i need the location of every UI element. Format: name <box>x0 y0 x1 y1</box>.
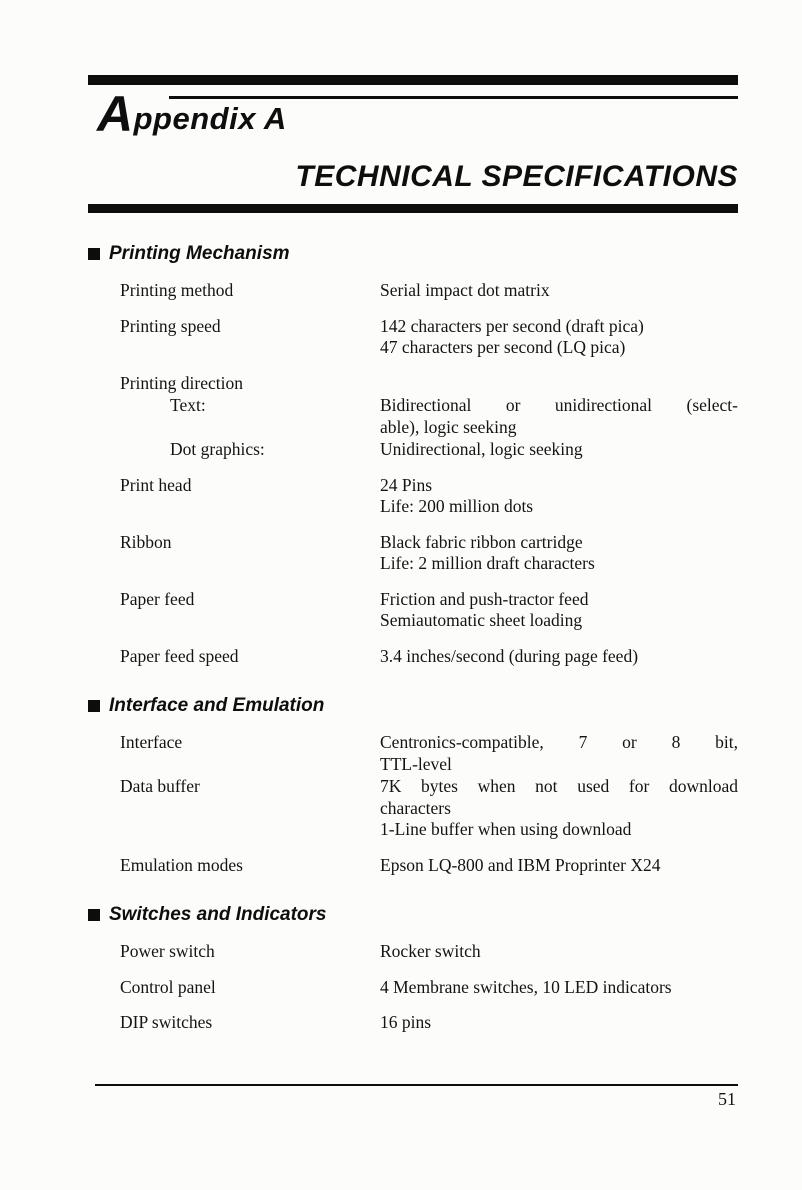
spec-row <box>88 316 738 359</box>
section-heading-label: Printing Mechanism <box>109 243 290 264</box>
spec-label: Dot graphics: <box>170 439 265 459</box>
spec-row <box>88 395 738 438</box>
spec-label: Data buffer <box>120 776 200 796</box>
footer-rule <box>95 1084 738 1086</box>
spec-label: Print head <box>120 474 192 495</box>
spec-row <box>88 646 738 668</box>
spec-value <box>380 977 738 999</box>
section-interface-emulation <box>88 695 738 876</box>
value-line: Unidirectional, logic seeking <box>380 439 583 459</box>
section-heading <box>88 695 738 717</box>
square-bullet-icon <box>88 909 100 921</box>
spec-value <box>380 532 738 575</box>
spec-value <box>380 776 738 841</box>
value-line: able), logic seeking <box>380 416 517 437</box>
spec-value <box>380 589 738 632</box>
section-heading-label: Interface and Emulation <box>109 695 325 716</box>
value-line: 3.4 inches/second (during page feed) <box>380 645 639 666</box>
square-bullet-icon <box>88 700 100 712</box>
value-line: 4 Membrane switches, 10 LED indicators <box>380 976 672 997</box>
value-line: Friction and push-tractor feed <box>380 588 589 609</box>
spec-value <box>380 373 738 395</box>
section-switches-indicators <box>88 904 738 1034</box>
spec-row <box>88 280 738 302</box>
spec-row <box>88 732 738 775</box>
title-underline <box>88 204 738 213</box>
value-line: 16 pins <box>380 1012 432 1032</box>
spec-label: DIP switches <box>120 1012 213 1032</box>
spec-value <box>380 732 738 775</box>
spec-label: Printing method <box>120 280 234 300</box>
value-line: Bidirectional or unidirectional (select- <box>380 395 738 415</box>
spec-value <box>380 316 738 359</box>
value-line: 142 characters per second (draft pica) <box>380 315 644 336</box>
spec-label: Text: <box>170 395 206 415</box>
spec-label: Power switch <box>120 941 215 961</box>
page-subtitle: TECHNICAL SPECIFICATIONS <box>295 160 738 193</box>
value-line: characters <box>380 797 451 818</box>
spec-label: Ribbon <box>120 531 172 552</box>
value-line: Life: 2 million draft characters <box>380 553 595 573</box>
spec-row <box>88 475 738 518</box>
value-line: Serial impact dot matrix <box>380 280 550 300</box>
section-heading <box>88 904 738 926</box>
spec-value <box>380 646 738 668</box>
spec-value <box>380 475 738 518</box>
spec-content <box>88 243 738 1034</box>
spec-row <box>88 941 738 963</box>
spec-label: Printing direction <box>120 372 243 393</box>
spec-value <box>380 855 738 877</box>
spec-value <box>380 439 738 461</box>
spec-label: Printing speed <box>120 315 221 336</box>
value-line: 24 Pins <box>380 474 433 495</box>
spec-value <box>380 280 738 302</box>
value-line: Centronics-compatible, 7 or 8 bit, <box>380 732 738 752</box>
value-line: 1-Line buffer when using download <box>380 819 632 839</box>
spec-row <box>88 1012 738 1034</box>
spec-row <box>88 439 738 461</box>
spec-row <box>88 977 738 999</box>
section-printing-mechanism <box>88 243 738 667</box>
value-line: Rocker switch <box>380 941 481 961</box>
spec-row <box>88 589 738 632</box>
spec-label: Emulation modes <box>120 854 243 875</box>
spec-row <box>88 776 738 841</box>
section-heading-label: Switches and Indicators <box>109 904 327 925</box>
page-number: 51 <box>718 1089 736 1109</box>
square-bullet-icon <box>88 248 100 260</box>
spec-row <box>88 373 738 395</box>
value-line: Life: 200 million dots <box>380 496 534 516</box>
spec-label: Paper feed speed <box>120 645 239 666</box>
spec-label: Paper feed <box>120 588 195 609</box>
spec-value <box>380 941 738 963</box>
top-rule <box>88 75 738 85</box>
spec-label: Control panel <box>120 976 216 997</box>
section-heading <box>88 243 738 265</box>
value-line: Semiautomatic sheet loading <box>380 610 583 630</box>
spec-row <box>88 532 738 575</box>
spec-value <box>380 1012 738 1034</box>
value-line: 7K bytes when not used for download <box>380 776 738 796</box>
page-title <box>97 86 287 142</box>
spec-value <box>380 395 738 438</box>
title-initial: A <box>97 86 134 142</box>
value-line: TTL-level <box>380 753 452 774</box>
value-line: Epson LQ-800 and IBM Proprinter X24 <box>380 854 661 875</box>
value-line: Black fabric ribbon cartridge <box>380 531 583 552</box>
value-line: 47 characters per second (LQ pica) <box>380 337 626 357</box>
title-rest: ppendix A <box>133 101 287 136</box>
spec-row <box>88 855 738 877</box>
spec-label: Interface <box>120 732 183 752</box>
